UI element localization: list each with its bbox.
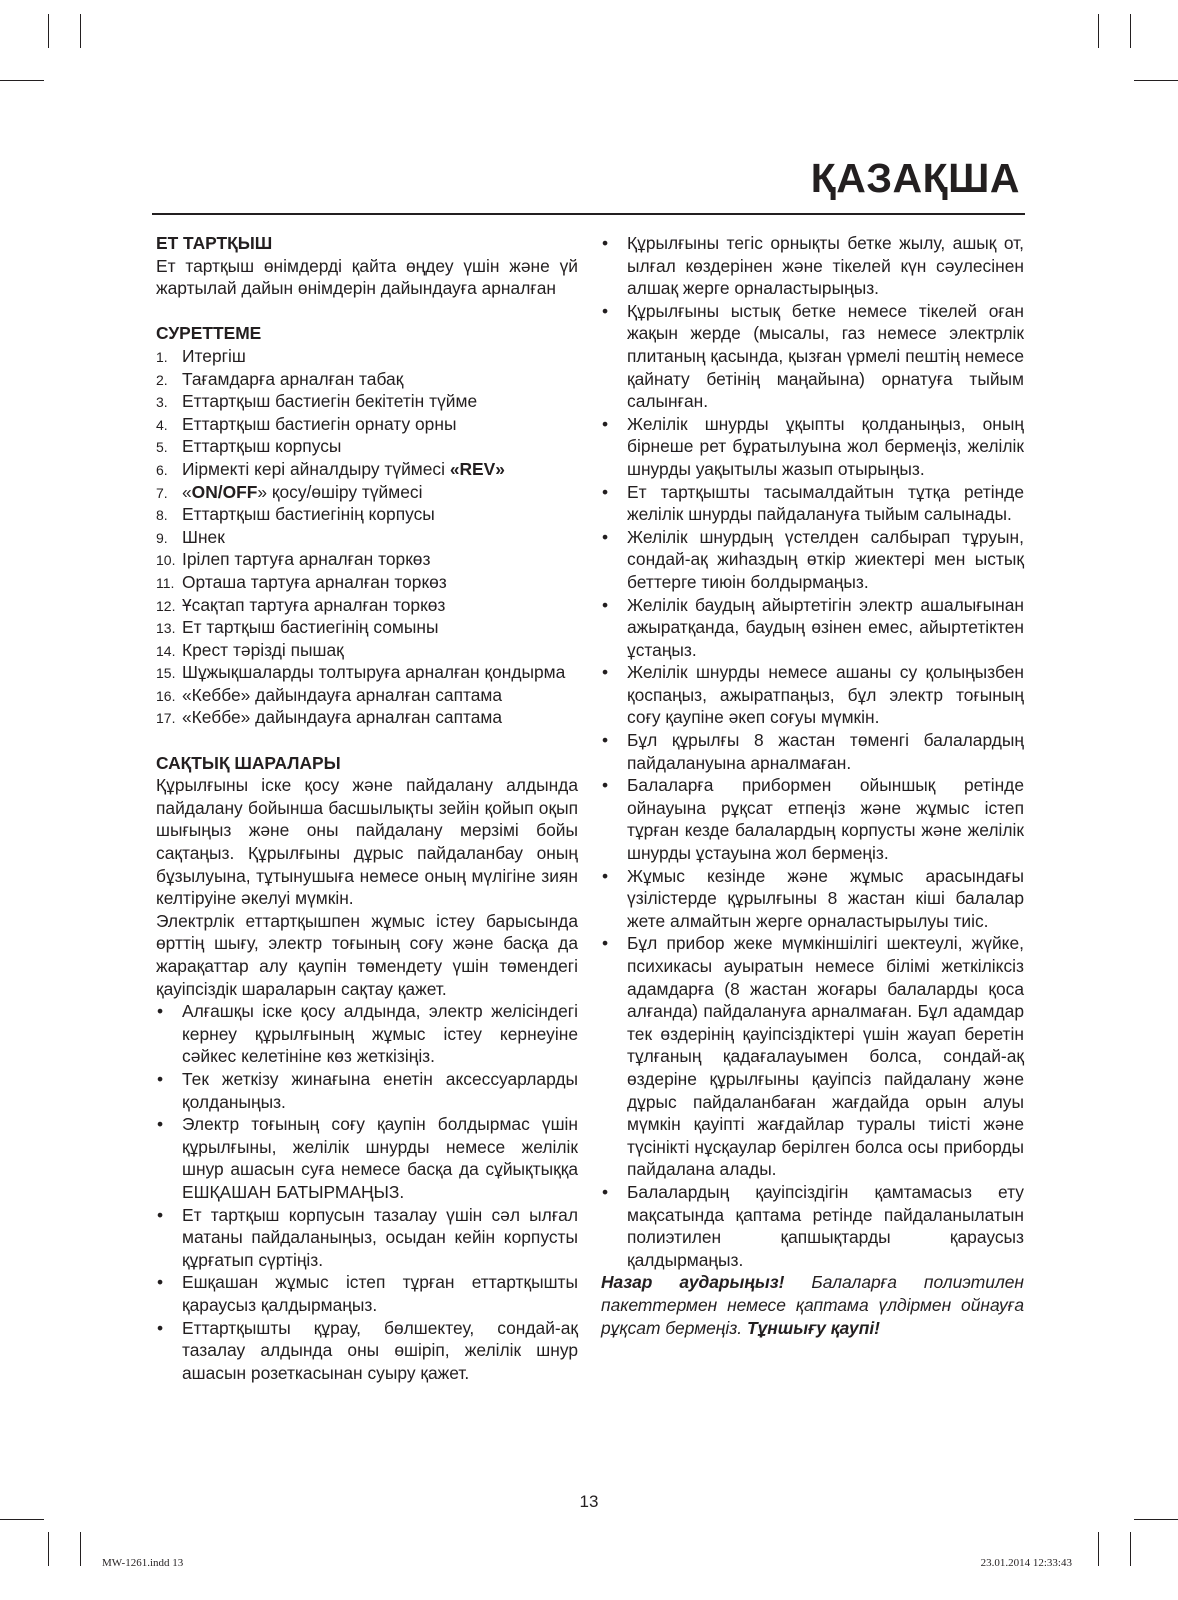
bullet-text: Ешқашан жұмыс істеп тұрған еттартқышты қараусыз қалдырмаңыз. bbox=[182, 1272, 578, 1315]
item-number: 14. bbox=[156, 642, 176, 659]
item-text: «Кеббе» дайындауға арналған саптама bbox=[182, 707, 503, 728]
safety-bullets-right bbox=[601, 232, 1024, 1271]
warning-label: Назар аударыңыз! bbox=[601, 1272, 785, 1293]
list-item bbox=[156, 661, 578, 684]
list-item bbox=[156, 616, 578, 639]
item-text: Иірмекті кері айналдыру түймесі bbox=[182, 458, 450, 479]
item-number: 10. bbox=[156, 552, 176, 569]
bullet-text: Электр тоғының соғу қаупін болдырмас үшін құрылғыны, желілік шнурды немесе желілік шнур ашасын суға немесе басқа да сұйықтыққа ЕШҚАШАН БАТЫРМАҢЫЗ. bbox=[182, 1114, 578, 1202]
bullet-item: • Желілік шнурдың үстелден салбырап тұруын, сондай-ақ жиһаздың өткір жиектері мен ыстық беттерге тиюін болдырмаңыз. bbox=[602, 526, 1024, 592]
bullet-item: • Бұл құрылғы 8 жастан төменгі балалардың пайдалануына арналмаған. bbox=[602, 730, 1024, 773]
list-item bbox=[156, 594, 578, 617]
item-text: Ірілеп тартуға арналған торкөз bbox=[182, 549, 431, 570]
safety-paragraph-1: Құрылғыны іске қосу және пайдалану алдында пайдалану бойынша басшылықты зейін қойып оқып шығыңыз және оны пайдалану мерзімі бойы сақтаңыз. Құрылғыны дұрыс пайдаланбау оның бұзылуына, тұтынушыға немесе оның мүлігіне зиян келтіруіне әкелуі мүмкін. bbox=[156, 775, 578, 909]
list-item bbox=[156, 548, 578, 571]
page-number: 13 bbox=[579, 1492, 599, 1511]
bullet-text: Ет тартқышты тасымалдайтын тұтқа ретінде желілік шнурды пайдалануға тыйым салынады. bbox=[627, 481, 1024, 525]
safety-bullets-left bbox=[156, 1000, 578, 1384]
item-number: 17. bbox=[156, 710, 176, 727]
item-number: 2. bbox=[156, 371, 168, 388]
item-number: 16. bbox=[156, 687, 176, 704]
bullet-item: • Балалардың қауіпсіздігін қамтамасыз ету мақсатында қаптама ретінде пайдаланылатын полиэтилен қапшықтарды қараусыз қалдырмаңыз. bbox=[602, 1181, 1024, 1270]
warning-text: Балаларға полиэтилен пакеттермен немесе қаптама үлдірмен ойнауға рұқсат бермеңіз. bbox=[601, 1272, 1024, 1338]
item-text: Еттартқыш бастиегінің корпусы bbox=[182, 504, 435, 525]
item-text-after: » қосу/өшіру түймесі bbox=[257, 481, 423, 502]
warning-note bbox=[601, 1271, 1024, 1339]
list-item bbox=[156, 435, 578, 458]
item-number: 12. bbox=[156, 597, 176, 614]
list-item bbox=[156, 458, 578, 481]
item-number: 5. bbox=[156, 439, 168, 456]
section-heading-meat-grinder: ЕТ ТАРТҚЫШ bbox=[156, 233, 273, 253]
bullet-text: Балаларға прибормен ойыншық ретінде ойнауына рұқсат етпеңіз және жұмыс істеп тұрған кезде балалардың корпусты және желілік шнурды ұстауына жол бермеңіз. bbox=[627, 775, 1024, 864]
bullet-text: Желілік шнурды ұқыпты қолданыңыз, оның бірнеше рет бұратылуына жол бермеңіз, желілік шнурды уақытылы жазып отырыңыз. bbox=[627, 413, 1024, 479]
item-number: 9. bbox=[156, 529, 168, 546]
item-text: Еттартқыш бастиегін бекітетін түйме bbox=[182, 391, 478, 412]
item-text-bold: ON/OFF bbox=[191, 481, 258, 502]
item-text: «Кеббе» дайындауға арналған саптама bbox=[182, 684, 503, 705]
bullet-item: • Еттартқышты құрау, бөлшектеу, сондай-ақ тазалау алдында оны өшіріп, желілік шнур ашасын розеткасынан суыру қажет. bbox=[157, 1317, 578, 1383]
bullet-item: • Желілік баудың айыртетігін электр ашалығынан ажыратқанда, баудың өзінен емес, айыртетіктен ұстаңыз. bbox=[602, 594, 1024, 660]
crop-mark bbox=[48, 14, 49, 48]
bullet-item: • Ет тартқышты тасымалдайтын тұтқа ретінде желілік шнурды пайдалануға тыйым салынады. bbox=[602, 481, 1024, 525]
bullet-item: • Тек жеткізу жинағына енетін аксессуарларды қолданыңыз. bbox=[157, 1068, 578, 1112]
crop-mark bbox=[1098, 14, 1099, 48]
bullet-item: • Электр тоғының соғу қаупін болдырмас үшін құрылғыны, желілік шнурды немесе желілік шнур ашасын суға немесе басқа да сұйықтыққа ЕШҚАШАН БАТЫРМАҢЫЗ. bbox=[157, 1114, 578, 1202]
footer-datetime: 23.01.2014 12:33:43 bbox=[980, 1557, 1072, 1569]
section-heading-safety: САҚТЫҚ ШАРАЛАРЫ bbox=[156, 752, 341, 773]
bullet-text: Бұл прибор жеке мүмкіншілігі шектеулі, жүйке, психикасы ауыратын немесе білімі жеткіліксіз адамдарға (8 жастан жоғары балаларды қоса алғанда) пайдалануға арналмаған. Бұл адамдар тек өздерінің қауіпсіздіктері үшін жауап беретін тұлғаның қадағалауымен болса, сондай-ақ өздеріне құрылғыны қауіпсіз пайдалану және дұрыс пайдаланбаған жағдайда орын алуы мүмкін қауіпті жағдайлар туралы тиісті және түсінікті нұсқаулар берілген болса осы приборды пайдалана алады. bbox=[627, 933, 1024, 1180]
item-text: Тағамдарға арналған табақ bbox=[182, 368, 404, 389]
item-number: 4. bbox=[156, 416, 168, 433]
item-number: 13. bbox=[156, 620, 176, 637]
item-number: 8. bbox=[156, 507, 168, 524]
crop-mark bbox=[1134, 1519, 1178, 1520]
crop-mark bbox=[48, 1532, 49, 1566]
crop-mark bbox=[1098, 1532, 1099, 1566]
item-text: Еттартқыш корпусы bbox=[182, 436, 342, 457]
footer-file: MW-1261.indd 13 bbox=[102, 1557, 184, 1569]
list-item bbox=[156, 526, 578, 549]
bullet-item: • Алғашқы іске қосу алдында, электр желісіндегі кернеу құрылғының жұмыс істеу кернеуіне сәйкес келетініне көз жеткізіңіз. bbox=[157, 1001, 578, 1067]
bullet-text: Құрылғыны тегіс орнықты бетке жылу, ашық от, ылғал көздерінен және тікелей күн сәулесінен алшақ жерге орналастырыңыз. bbox=[627, 233, 1024, 299]
crop-mark bbox=[1130, 14, 1131, 48]
list-item bbox=[156, 639, 578, 662]
list-item bbox=[156, 503, 578, 526]
item-number: 1. bbox=[156, 348, 168, 365]
item-text: Шнек bbox=[182, 526, 225, 547]
bullet-text: Балалардың қауіпсіздігін қамтамасыз ету мақсатында қаптама ретінде пайдаланылатын полиэтилен қапшықтарды қараусыз қалдырмаңыз. bbox=[627, 1181, 1024, 1270]
bullet-item: • Желілік шнурды ұқыпты қолданыңыз, оның бірнеше рет бұратылуына жол бермеңіз, желілік шнурды уақытылы жазып отырыңыз. bbox=[602, 413, 1024, 479]
item-text: Ет тартқыш бастиегінің сомыны bbox=[182, 617, 439, 638]
item-number: 3. bbox=[156, 394, 168, 411]
crop-mark bbox=[0, 1519, 44, 1520]
bullet-text: Ет тартқыш корпусын тазалау үшін сәл ылғал матаны пайдаланыңыз, осыдан кейін корпусты құрғатып сүртіңіз. bbox=[182, 1204, 578, 1270]
bullet-text: Еттартқышты құрау, бөлшектеу, сондай-ақ тазалау алдында оны өшіріп, желілік шнур ашасын розеткасынан суыру қажет. bbox=[182, 1317, 578, 1383]
bullet-item: • Құрылғыны тегіс орнықты бетке жылу, ашық от, ылғал көздерінен және тікелей күн сәулесінен алшақ жерге орналастырыңыз. bbox=[602, 233, 1024, 299]
item-number: 7. bbox=[156, 484, 168, 501]
crop-mark bbox=[80, 1532, 81, 1566]
bullet-text: Алғашқы іске қосу алдында, электр желісіндегі кернеу құрылғының жұмыс істеу кернеуіне сәйкес келетініне көз жеткізіңіз. bbox=[182, 1001, 578, 1067]
item-number: 6. bbox=[156, 461, 168, 478]
bullet-item: • Құрылғыны ыстық бетке немесе тікелей оған жақын жерде (мысалы, газ немесе электрлік плитаның қасында, қызған үрмелі пештің немесе қайнату бетінің маңайына) орнатуға тыйым салынған. bbox=[602, 300, 1024, 412]
item-text-bold: «REV» bbox=[449, 458, 505, 479]
bullet-item: • Жұмыс кезінде және жұмыс арасындағы үзілістерде құрылғыны 8 жастан кіші балалар жете алмайтын жерге орналастырылуы тиіс. bbox=[602, 865, 1024, 931]
bullet-text: Желілік шнурдың үстелден салбырап тұруын, сондай-ақ жиһаздың өткір жиектері мен ыстық беттерге тиюін болдырмаңыз. bbox=[627, 526, 1024, 592]
bullet-item: • Желілік шнурды немесе ашаны су қолыңызбен қоспаңыз, ажыратпаңыз, бұл электр тоғының соғу қаупіне әкеп соғуы мүмкін. bbox=[602, 662, 1024, 728]
list-item bbox=[156, 706, 578, 729]
parts-list bbox=[156, 345, 578, 729]
bullet-item: • Ет тартқыш корпусын тазалау үшін сәл ылғал матаны пайдаланыңыз, осыдан кейін корпусты құрғатып сүртіңіз. bbox=[157, 1204, 578, 1270]
item-text: « bbox=[182, 481, 192, 502]
page-title: ҚАЗАҚША bbox=[810, 155, 1020, 201]
warning-end: Тұншығу қаупі! bbox=[746, 1317, 880, 1338]
bullet-text: Желілік шнурды немесе ашаны су қолыңызбен қоспаңыз, ажыратпаңыз, бұл электр тоғының соғу қаупіне әкеп соғуы мүмкін. bbox=[627, 662, 1024, 728]
safety-paragraph-2: Электрлік еттартқышпен жұмыс істеу барысында өрттің шығу, электр тоғының соғу және басқа да жарақаттар алу қаупін төмендету үшін төмендегі қауіпсіздік шараларын сақтау қажет. bbox=[156, 910, 578, 999]
list-item bbox=[156, 390, 578, 413]
list-item bbox=[156, 684, 578, 707]
list-item bbox=[156, 345, 578, 368]
list-item bbox=[156, 413, 578, 436]
item-text: Еттартқыш бастиегін орнату орны bbox=[182, 413, 457, 434]
left-column bbox=[156, 232, 578, 1384]
item-number: 15. bbox=[156, 665, 176, 682]
intro-paragraph: Ет тартқыш өнімдерді қайта өңдеу үшін және үй жартылай дайын өнімдерін дайындауға арналған bbox=[156, 255, 578, 299]
bullet-item: • Ешқашан жұмыс істеп тұрған еттартқышты қараусыз қалдырмаңыз. bbox=[157, 1272, 578, 1315]
bullet-text: Тек жеткізу жинағына енетін аксессуарларды қолданыңыз. bbox=[182, 1068, 578, 1112]
bullet-item: • Балаларға прибормен ойыншық ретінде ойнауына рұқсат етпеңіз және жұмыс істеп тұрған кезде балалардың корпусты және желілік шнурды ұстауына жол бермеңіз. bbox=[602, 775, 1024, 864]
list-item bbox=[156, 368, 578, 391]
item-text: Итергіш bbox=[182, 345, 246, 366]
crop-mark bbox=[0, 80, 44, 81]
item-text: Ұсақтап тартуға арналған торкөз bbox=[182, 594, 446, 615]
bullet-text: Құрылғыны ыстық бетке немесе тікелей оған жақын жерде (мысалы, газ немесе электрлік плитаның қасында, қызған үрмелі пештің немесе қайнату бетінің маңайына) орнатуға тыйым салынған. bbox=[627, 300, 1024, 412]
crop-mark bbox=[80, 14, 81, 48]
item-text: Орташа тартуға арналған торкөз bbox=[182, 571, 447, 592]
header-rule bbox=[152, 213, 1025, 215]
list-item bbox=[156, 571, 578, 594]
crop-mark bbox=[1134, 80, 1178, 81]
item-text: Крест тәрізді пышақ bbox=[182, 639, 344, 660]
bullet-text: Желілік баудың айыртетігін электр ашалығынан ажыратқанда, баудың өзінен емес, айыртетіктен ұстаңыз. bbox=[627, 594, 1024, 660]
crop-mark bbox=[1130, 1532, 1131, 1566]
bullet-text: Бұл құрылғы 8 жастан төменгі балалардың пайдалануына арналмаған. bbox=[627, 730, 1024, 773]
bullet-text: Жұмыс кезінде және жұмыс арасындағы үзілістерде құрылғыны 8 жастан кіші балалар жете алмайтын жерге орналастырылуы тиіс. bbox=[627, 865, 1024, 931]
bullet-item: • Бұл прибор жеке мүмкіншілігі шектеулі, жүйке, психикасы ауыратын немесе білімі жеткіліксіз адамдарға (8 жастан жоғары балаларды қоса алғанда) пайдалануға арналмаған. Бұл адамдар тек өздерінің қауіпсіздіктері үшін жауап беретін тұлғаның қадағалауымен болса, сондай-ақ өздеріне құрылғыны қауіпсіз пайдалану және дұрыс пайдаланбаған жағдайда орын алуы мүмкін қауіпті жағдайлар туралы тиісті және түсінікті нұсқаулар берілген болса осы приборды пайдалана алады. bbox=[602, 933, 1024, 1180]
section-heading-description: СУРЕТТЕМЕ bbox=[156, 323, 262, 344]
item-text: Шұжықшаларды толтыруға арналған қондырма bbox=[182, 662, 566, 683]
item-number: 11. bbox=[156, 574, 175, 591]
right-column bbox=[601, 232, 1024, 1339]
list-item bbox=[156, 481, 578, 504]
